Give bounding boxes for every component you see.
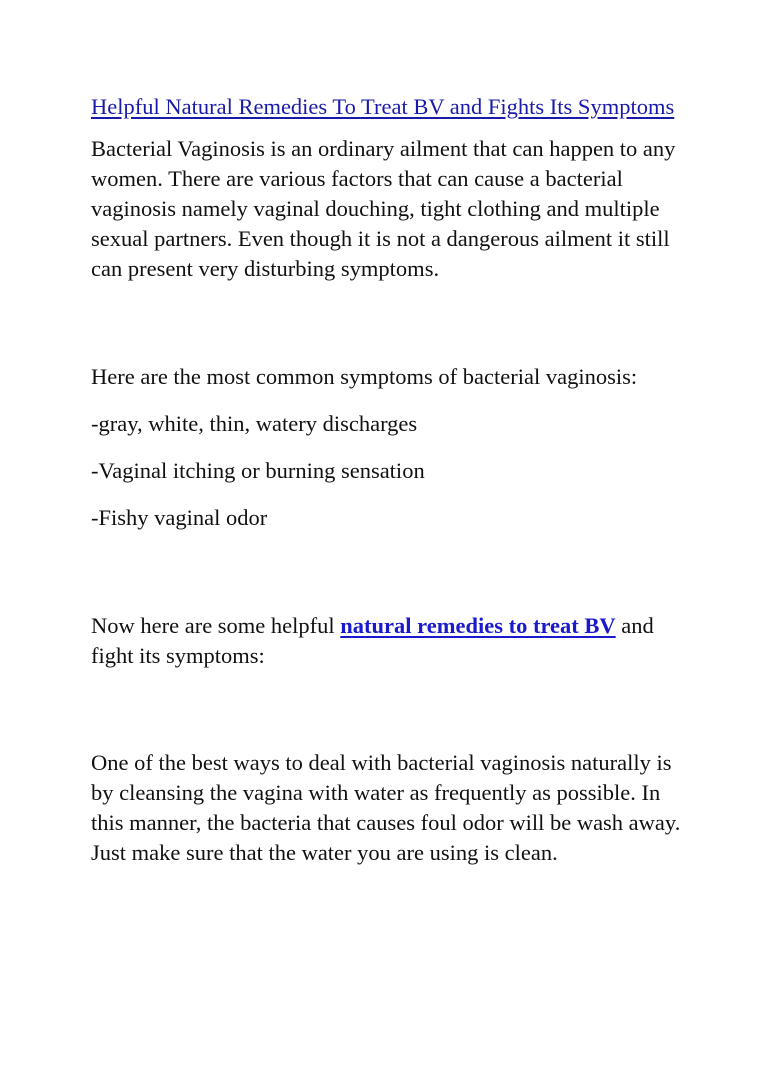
remedy-paragraph: One of the best ways to deal with bacterial vaginosis naturally is by cleansing the vagina with water as frequently as possible. In this manner, the bacteria that causes foul odor will be wash away. Just make sure that the water you are using is clean. [91, 750, 681, 865]
symptom-item: -Vaginal itching or burning sensation [91, 458, 425, 483]
natural-remedies-link[interactable]: natural remedies to treat BV [340, 613, 616, 638]
remedies-intro-suffix: and fight its symptoms: [91, 613, 654, 668]
remedies-intro-paragraph [91, 611, 691, 671]
intro-paragraph: Bacterial Vaginosis is an ordinary ailment that can happen to any women. There are various factors that can cause a bacterial vaginosis namely vaginal douching, tight clothing and multiple sexual partners. Even though it is not a dangerous ailment it still can present very disturbing symptoms. [91, 136, 676, 281]
article-body [91, 92, 691, 868]
symptom-item: -Fishy vaginal odor [91, 505, 268, 530]
article-title-link[interactable]: Helpful Natural Remedies To Treat BV and Fights Its Symptoms [91, 94, 675, 119]
symptoms-heading: Here are the most common symptoms of bacterial vaginosis: [91, 364, 638, 389]
remedies-intro-prefix: Now here are some helpful [91, 613, 341, 638]
symptom-item: -gray, white, thin, watery discharges [91, 411, 418, 436]
